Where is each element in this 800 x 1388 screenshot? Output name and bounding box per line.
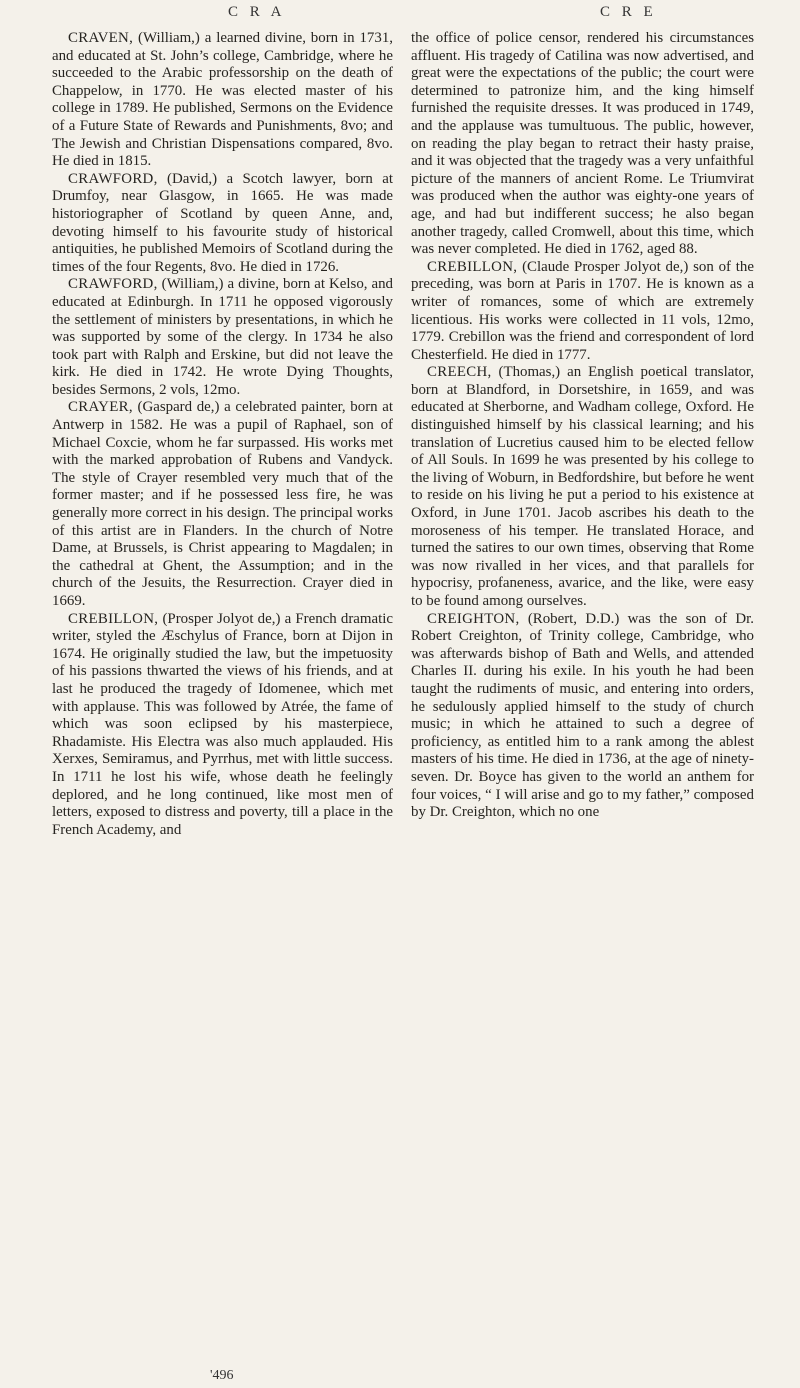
left-column (52, 30, 393, 839)
entry-crebillon-continued (411, 30, 754, 259)
running-header-right: C R E (600, 4, 657, 20)
entry-headword: CREIGHTON, (427, 610, 520, 627)
entry-text: (Gaspard de,) a celebrated painter, born at Antwerp in 1582. He was a pupil of Raphael, son of Michael Coxcie, whom he far surpassed. His works met with the marked approbation of Rubens and Vandyck. The style of Crayer resembled very much that of the former master; and if he possessed less fire, he was generally more correct in his design. The principal works of this artist are in Flanders. In the church of Notre Dame, at Brussels, is Christ appearing to Magdalen; in the cathedral at Ghent, the Assumption; and in the church of the Jesuits, the Resurrection. Crayer died in 1669. (52, 399, 393, 609)
entry-headword: CRAVEN, (68, 30, 134, 46)
entry-headword: CRAWFORD, (68, 170, 158, 187)
entry-text: (Thomas,) an English poetical translator, born at Blandford, in Dorsetshire, in 1659, and was educated at Sherborne, and Wadham college, Oxford. He distinguished himself by his classical learning; and his translation of Lucretius caused him to be elected fellow of All Souls. In 1699 he was presented by his college to the living of Woburn, in Bedfordshire, but before he went to reside on his living he put a period to his existence at Oxford, in June 1701. Jacob ascribes his death to the moroseness of his temper. He translated Horace, and turned the satires to our own times, observing that Rome was now rivalled in her vices, and that parallels for hypocrisy, profaneness, avarice, and the like, were easy to be found among ourselves. (411, 364, 754, 609)
entry-text: (Robert, D.D.) was the son of Dr. Robert Creighton, of Trinity college, Cambridge, who was afterwards bishop of Bath and Wells, and attended Charles II. during his exile. In his youth he had been taught the rudiments of music, and entering into orders, he sedulously applied himself to the study of church music; in which he attained to such a degree of proficiency, as entitled him to a rank among the ablest masters of his time. He died in 1736, at the age of ninety-seven. Dr. Boyce has given to the world an anthem for four voices, “ I will arise and go to my father,” composed by Dr. Creighton, which no one (411, 610, 754, 821)
entry-craven-william (52, 30, 393, 171)
entry-text: (William,) a learned divine, born in 1731, and educated at St. John’s college, Cambridge, where he succeeded to the Arabic professorship on the death of Chappelow, in 1770. He was elected master of his college in 1789. He published, Sermons on the Evidence of a Future State of Rewards and Punishments, 8vo; and The Jewish and Christian Dispensations compared, 8vo. He died in 1815. (52, 30, 393, 170)
entry-headword: CRAYER, (68, 399, 133, 416)
entry-crawford-david (52, 171, 393, 277)
right-column (411, 30, 754, 822)
entry-headword: CRAWFORD, (68, 276, 158, 293)
entry-text: (Claude Prosper Jolyot de,) son of the preceding, was born at Paris in 1707. He is known as a writer of romances, some of which are extremely licentious. His works were collected in 11 vols, 12mo, 1779. Crebillon was the friend and correspondent of lord Chesterfield. He died in 1777. (411, 258, 754, 363)
entry-crebillon-claude (411, 259, 754, 365)
entry-crawford-william (52, 276, 393, 399)
entry-text: (William,) a divine, born at Kelso, and educated at Edinburgh. In 1711 he opposed vigorously the settlement of ministers by presentations, in which he was supported by some of the clergy. In 1734 he also took part with Ralph and Erskine, but did not leave the kirk. He died in 1742. He wrote Dying Thoughts, besides Sermons, 2 vols, 12mo. (52, 276, 393, 398)
entry-headword: CREBILLON, (68, 610, 159, 627)
entry-creech (411, 364, 754, 610)
entry-creighton (411, 611, 754, 822)
entry-text: the office of police censor, rendered his circumstances affluent. His tragedy of Catilina was now advertised, and great were the expectations of the public; the court were determined to patronize him, and the king himself furnished the requisite dresses. It was produced in 1749, and the applause was tumultuous. The public, however, on reading the play began to retract their hasty praise, and it was objected that the tragedy was a very unfaithful picture of the manners of ancient Rome. Le Triumvirat was produced when the author was eighty-one years of age, and had but indifferent success; he also began another tragedy, called Cromwell, about this time, which was never completed. He died in 1762, aged 88. (411, 30, 754, 258)
entry-text: (Prosper Jolyot de,) a French dramatic writer, styled the Æschylus of France, born at Dijon in 1674. He originally studied the law, but the impetuosity of his passions thwarted the views of his friends, and at last he produced the tragedy of Idomenee, which met with applause. This was followed by Atrée, the fame of which was soon eclipsed by his masterpiece, Rhadamiste. His Electra was also much applauded. His Xerxes, Semiramus, and Pyrrhus, met with little success. In 1711 he lost his wife, whose death he feelingly deplored, and he long continued, like most men of letters, exposed to distress and poverty, till a place in the French Academy, and (52, 610, 393, 838)
entry-headword: CREECH, (427, 364, 492, 381)
entry-crebillon-prosper (52, 611, 393, 840)
entry-text: (David,) a Scotch lawyer, born at Drumfoy, near Glasgow, in 1665. He was made historiographer of Scotland by queen Anne, and, devoting himself to his favourite study of historical antiquities, he published Memoirs of Scotland during the times of the four Regents, 8vo. He died in 1726. (52, 170, 393, 275)
entry-headword: CREBILLON, (427, 258, 518, 275)
running-header-left: C R A (228, 4, 286, 20)
entry-crayer (52, 399, 393, 610)
page-number: '496 (210, 1368, 234, 1383)
